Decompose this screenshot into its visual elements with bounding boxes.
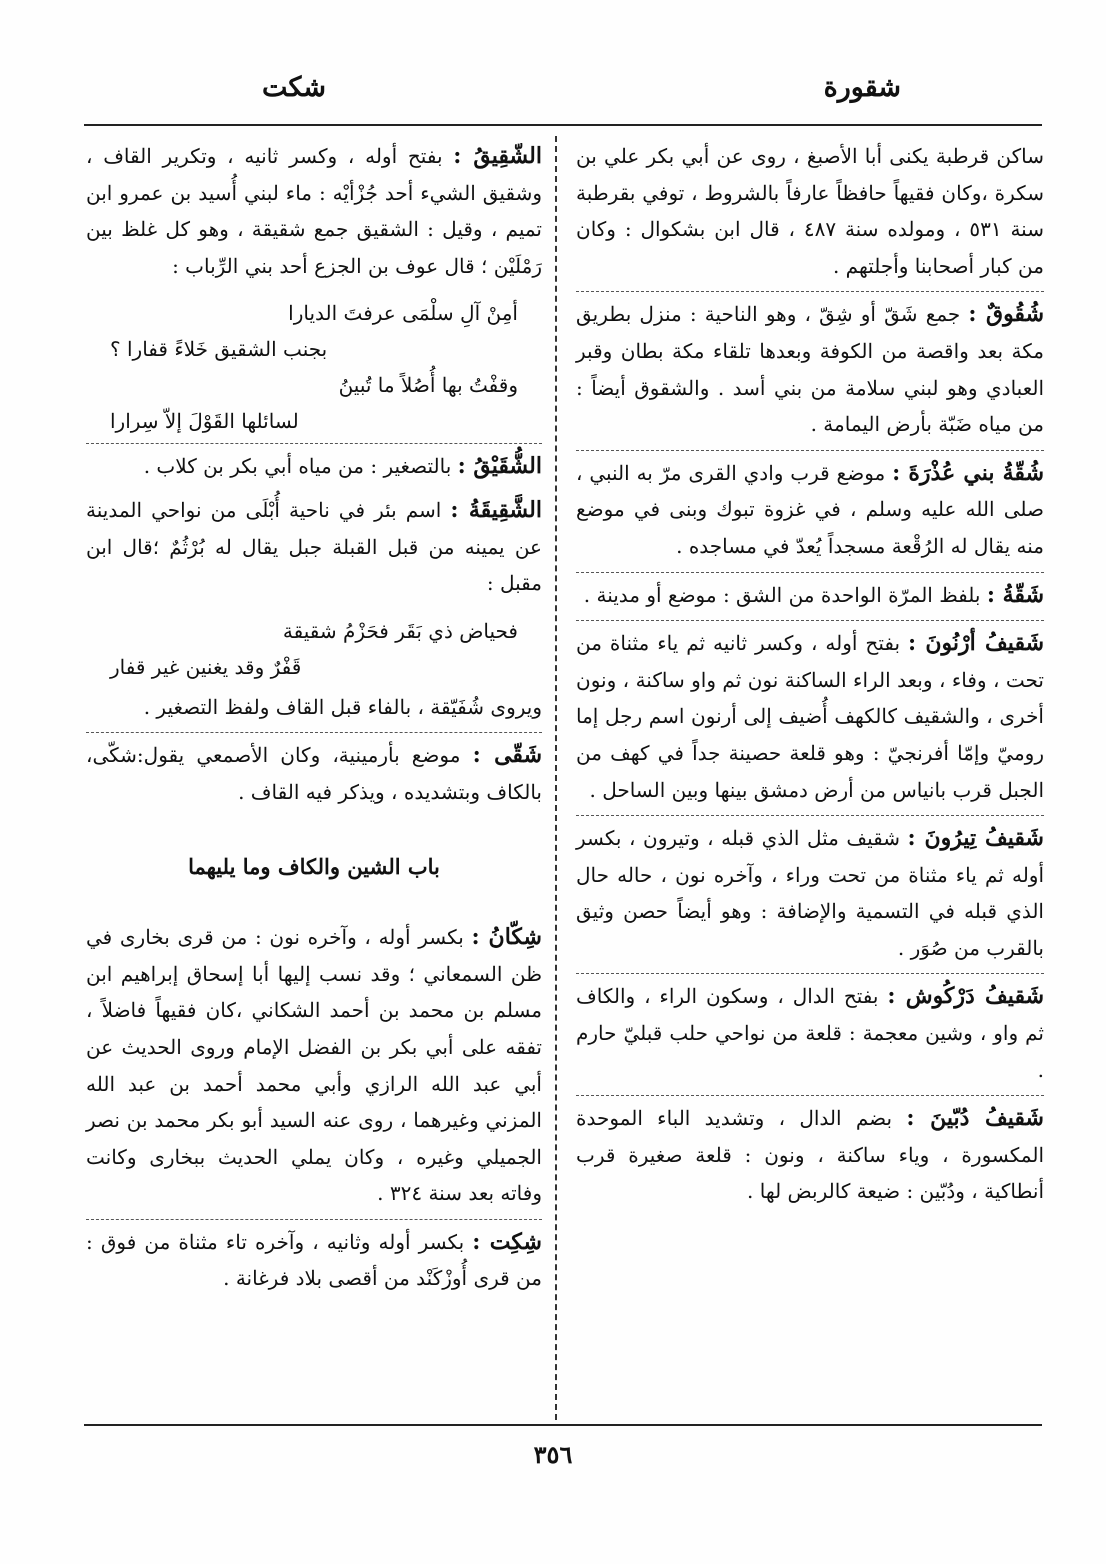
poem-block	[86, 291, 542, 443]
entry-text: بلفظ المرّة الواحدة من الشق : موضع أو مدينة .	[583, 582, 981, 607]
hemistich: قَفْرٌ وقد يغنين غير قفار	[110, 654, 302, 679]
entry-shuquq	[576, 291, 1044, 442]
entry-text: بفتح أوله ، وكسر ثانيه ثم ياء مثناة من تحت ، وفاء ، وبعد الراء الساكنة نون ثم واو ساكنة ، ونون أخرى ، والشقيف كالكهف أُضيف إلى أرنون اسم رجل إما روميّ وإمّا أفرنجيّ : وهو قلعة حصينة جداً في كهف من الجبل قرب بانياس من أرض دمشق بينها وبين الساحل .	[576, 631, 1044, 802]
entry-text: بكسر أوله ، وآخره نون : من قرى بخارى في ظن السمعاني ؛ وقد نسب إليها أبا إسحاق إبراهيم ابن مسلم بن محمد بن أحمد الشكاني ،كان فقيهاً فاضلاً ، تفقه على أبي بكر بن الفضل الإمام وروى الحديث عن أبي عبد الله الرازي وأبي محمد أحمد بن عبد الله المزني وغيرهما ، روى عنه السيد أبو بكر محمد بن نصر الجميلي وغيره ، وكان يملي الحديث ببخارى وكانت وفاته بعد سنة ٣٢٤ .	[86, 925, 543, 1206]
entry-text: اسم بئر في ناحية أُبْلَى من نواحي المدينة عن يمينه من قبل القبلة جبل يقال له بُرْثُمٌ ؛قال ابن مقبل :	[86, 497, 542, 596]
entry-text: بكسر أوله وثانيه ، وآخره تاء مثناة من فوق : من قرى أُوزْكَنْد من أقصى بلاد فرغانة .	[86, 1229, 542, 1291]
page-number: ٣٥٦	[533, 1440, 573, 1469]
entry-shaqif-tirun	[576, 815, 1044, 966]
verse-line	[110, 403, 518, 439]
section-title: باب الشين والكاف وما يليهما	[188, 853, 440, 879]
verse-line	[110, 367, 518, 403]
entry-text: شقيف مثل الذي قبله ، وتيرون ، بكسر أوله ثم ياء مثناة من تحت وراء ، وآخره نون ، حاله حال الذي قبله في التسمية والإضافة : وهو أيضاً حصن وثيق بالقرب من صُوَر .	[576, 826, 1044, 960]
entry-al-shaqiqa	[86, 492, 542, 602]
entry-headword: شَقّى :	[472, 742, 542, 769]
entry-headword: شِكّانُ :	[471, 924, 542, 951]
entry-al-shuqayq	[86, 443, 542, 485]
hemistich: وقفْتُ بها أُصُلاً ما تُبينُ	[338, 373, 518, 398]
entry-text: بفتح الدال ، وسكون الراء ، والكاف ثم واو ، وشين معجمة : قلعة من نواحي حلب قبليّ حارم .	[576, 984, 1044, 1082]
entry-text: بالتصغير : من مياه أبي بكر بن كلاب .	[143, 454, 452, 479]
entry-shaqqa-armenia	[86, 732, 542, 810]
hemistich: أمِنْ آلِ سلْمَى عرفتَ الديارا	[288, 301, 518, 326]
entry-headword: شَقيفُ تِيرُونَ :	[907, 825, 1044, 852]
hemistich: لسائلها القَوْلَ إلاّ سِرارا	[110, 409, 299, 434]
entry-text: ساكن قرطبة يكنى أبا الأصبغ ، روى عن أبي بكر علي بن سكرة ،وكان فقيهاً حافظاً عارفاً بالشروط ، توفي بقرطبة سنة ٥٣١ ، ومولده سنة ٤٨٧ ، قال ابن بشكوال : وكان من كبار أصحابنا وأجلتهم .	[576, 144, 1044, 278]
right-column	[576, 138, 1044, 1418]
entry-text: بفتح أوله ، وكسر ثانيه ، وتكرير القاف ، وشقيق الشيء أحد جُزْأيْه : ماء لبني أُسيد بن عمرو ابن تميم ، وقيل : الشقيق جمع شقيقة ، وهو كل غلظ بين رَمْلَيْن ؛ قال عوف بن الجزع أحد بني الرِّباب :	[86, 144, 542, 278]
entry-headword: شَقيفُ دُبّينَ :	[906, 1105, 1044, 1132]
entry-text: جمع شَقّ أو شِقّ ، وهو الناحية : منزل بطريق مكة بعد واقصة من الكوفة وبعدها تلقاء مكة بطان وقبر العبادي وهو لبني سلامة من بني أسد . والشقوق أيضاً : من مياه ضَبّة بأرض اليمامة .	[576, 302, 1044, 437]
entry-shikkan	[86, 919, 542, 1212]
entry-headword: شُقّةُ بني عُذْرَةَ :	[892, 459, 1044, 486]
entry-shaqif-arnun	[576, 620, 1044, 808]
entry-shikit	[86, 1219, 542, 1297]
entry-headword: الشّقِيقُ :	[453, 143, 542, 169]
entry-headword: الشَّقِيقَةُ :	[450, 496, 542, 523]
running-header-left: شكت	[262, 72, 327, 103]
entry-al-shaqiq	[86, 138, 542, 284]
entry-shaqif-darkush	[576, 973, 1044, 1088]
entry-text: موضع بأرمينية، وكان الأصمعي يقول:شكّى، بالكاف وبتشديده ، ويذكر فيه القاف .	[86, 743, 542, 804]
verse-line	[110, 613, 518, 649]
header-rule	[84, 124, 1042, 126]
verse-line	[110, 649, 518, 685]
running-header-right: شقورة	[823, 72, 901, 103]
entry-headword: شَقيفُ أرْنُونَ :	[908, 630, 1045, 657]
left-column	[86, 138, 542, 1418]
column-divider	[555, 136, 557, 1420]
entry-shuqqat-bani-udhra	[576, 450, 1044, 565]
footer-rule	[84, 1424, 1042, 1426]
entry-text: موضع قرب وادي القرى مرّ به النبي ، صلى الله عليه وسلم ، في غزوة تبوك وبنى في موضع منه يقال له الرُقْعة مسجداً يُعدّ في مساجده .	[576, 460, 1044, 558]
entry-shaqif-dubbin	[576, 1095, 1044, 1210]
entry-shaqqa	[576, 572, 1044, 614]
hemistich: بجنب الشقيق خَلاءً قفارا ؟	[110, 337, 328, 362]
entry-headword: شَقّةُ :	[986, 581, 1044, 608]
verse-line	[110, 331, 518, 367]
entry-headword: شُقُوقٌ :	[968, 301, 1044, 328]
verse-line	[110, 295, 518, 331]
poem-block	[86, 609, 542, 689]
entry-text: بضم الدال ، وتشديد الباء الموحدة المكسورة ، وياء ساكنة ، ونون : قلعة صغيرة قرب أنطاكية ، ودُبّين : ضيعة كالربض لها .	[576, 1106, 1044, 1204]
entry-continuation	[576, 138, 1044, 284]
entry-headword: شَقيفُ دَرْكُوش :	[887, 983, 1045, 1010]
entry-headword: شِكِت :	[472, 1228, 542, 1255]
hemistich: فحياض ذي بَقَر فحَزْمُ شقيقة	[282, 618, 518, 643]
entry-note: ويروى شُفَيّقة ، بالفاء قبل القاف ولفظ التصغير .	[143, 694, 542, 719]
entry-headword: الشُّقَيْقُ :	[457, 453, 542, 480]
